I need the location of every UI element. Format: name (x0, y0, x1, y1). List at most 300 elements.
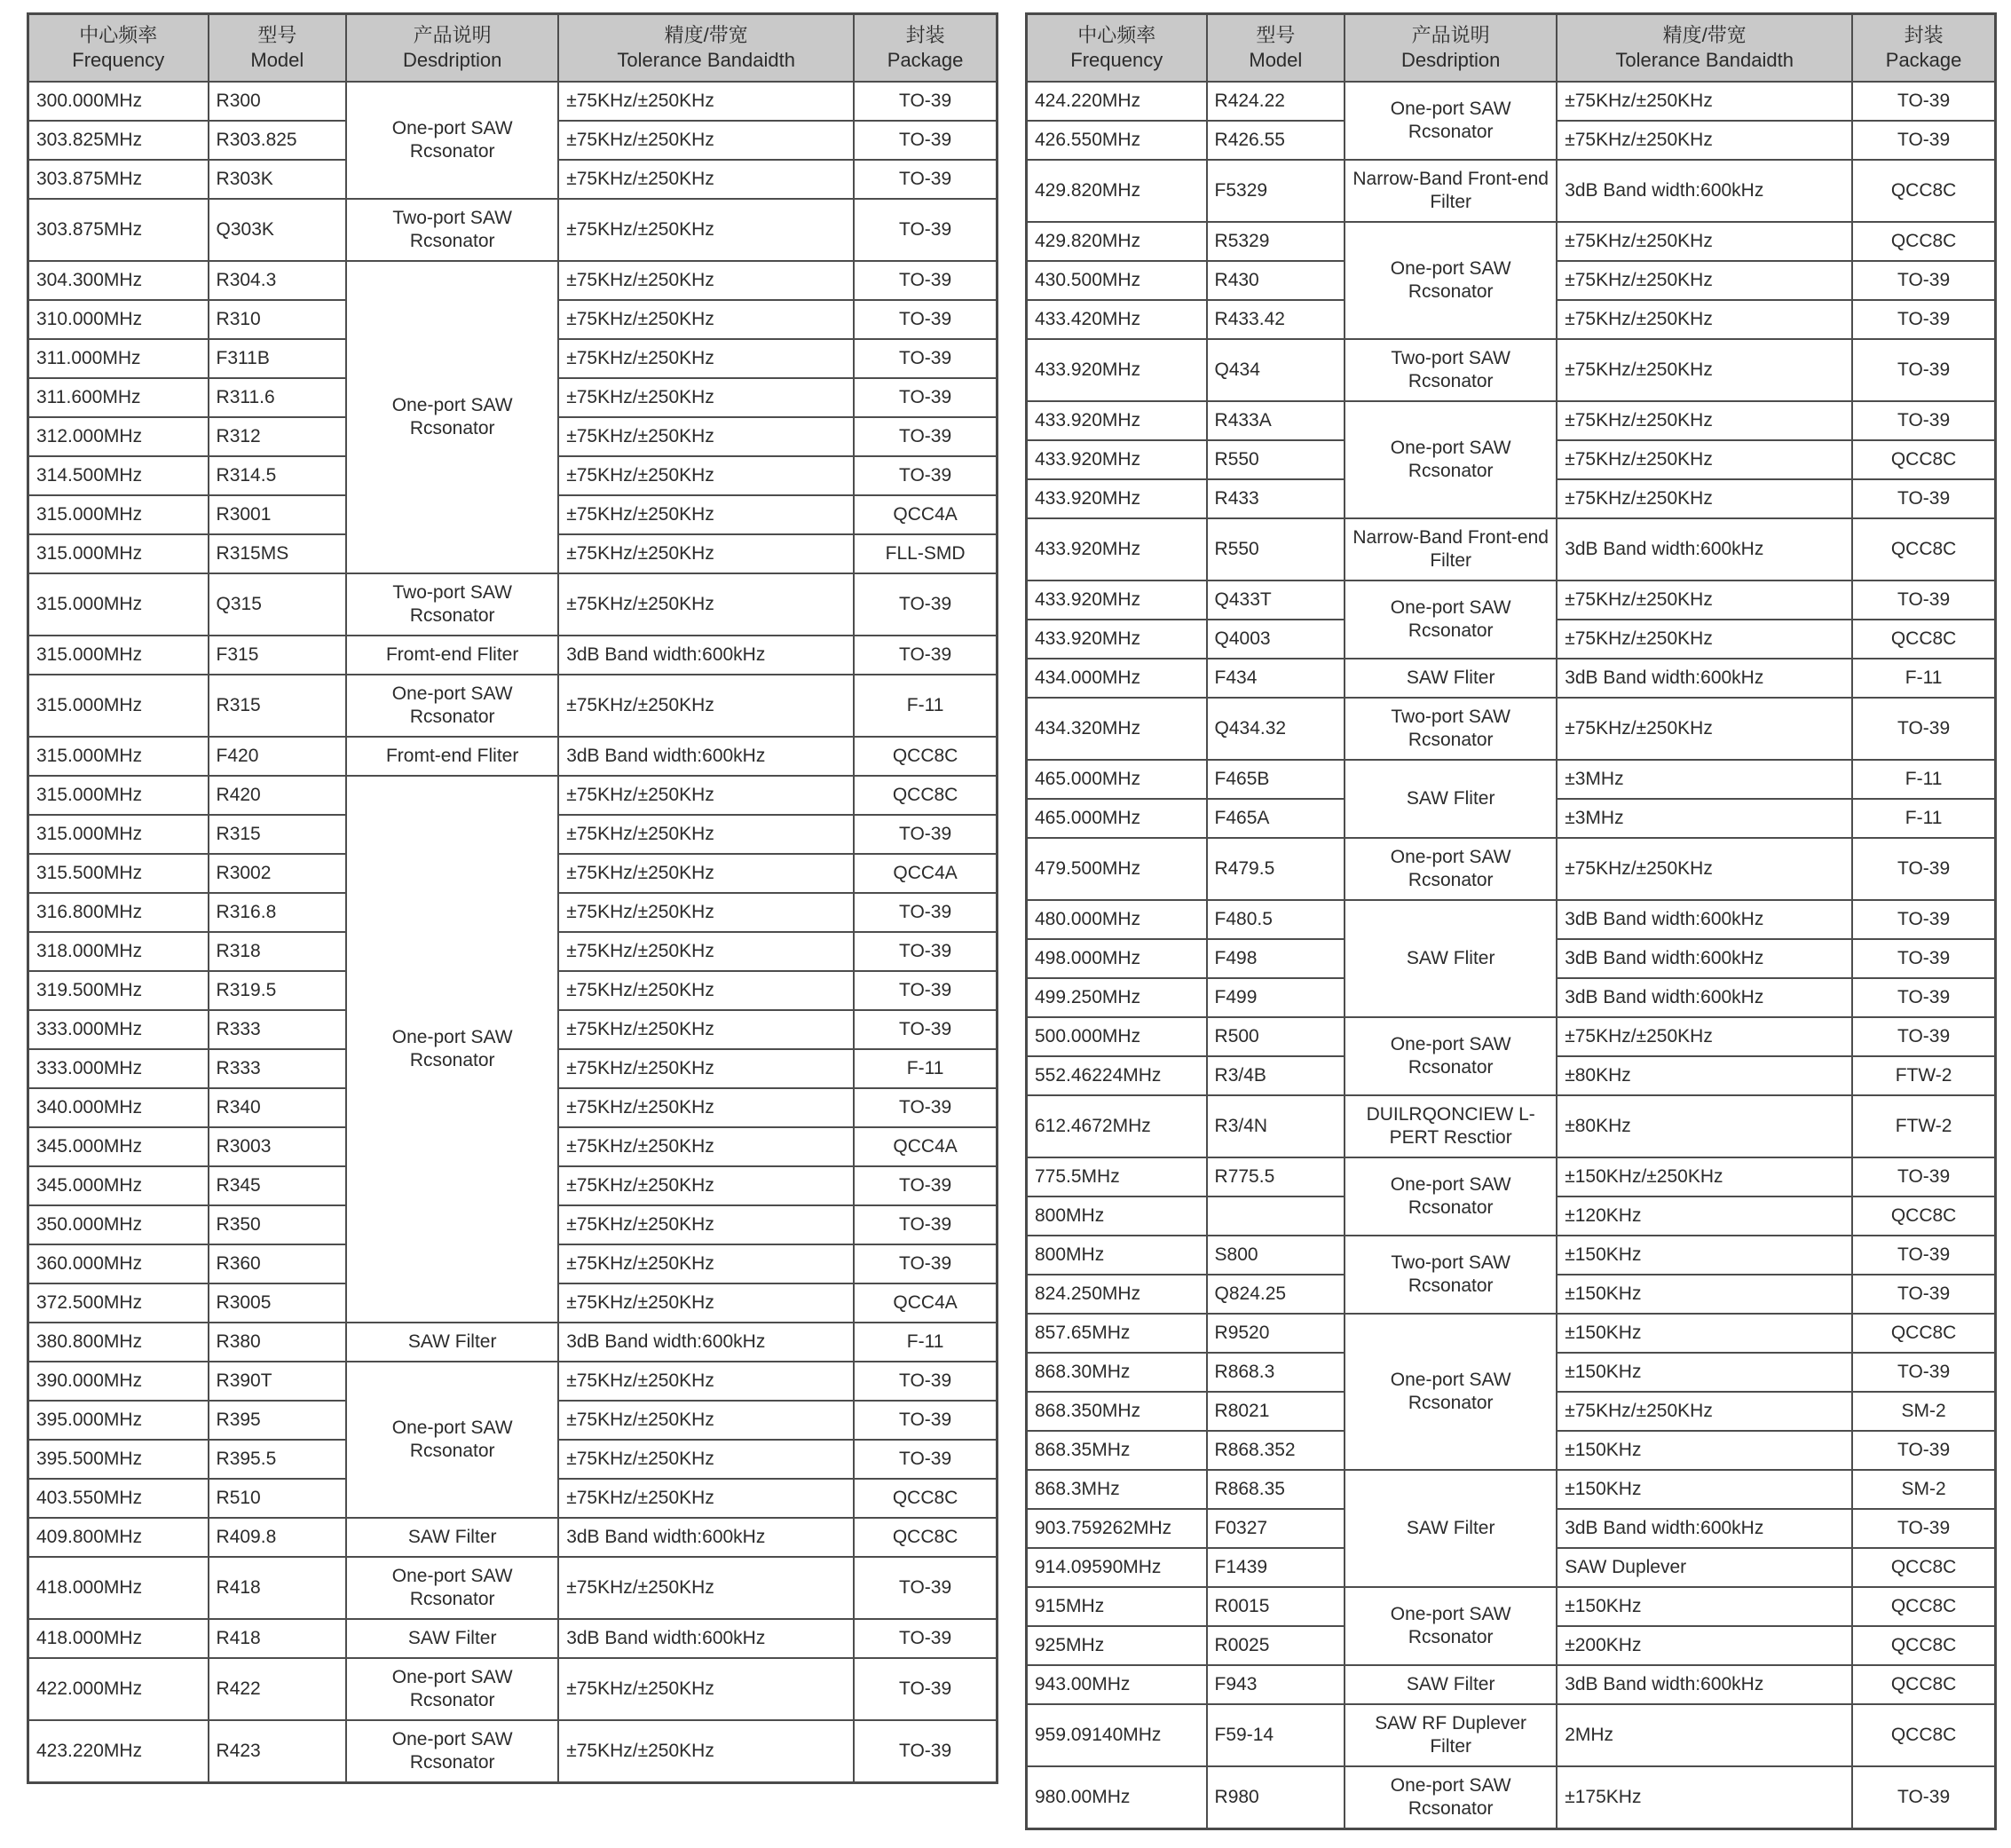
cell-description: Two-port SAW Rcsonator (1345, 1236, 1557, 1314)
cell-frequency: 868.35MHz (1027, 1431, 1207, 1470)
cell-model: R8021 (1207, 1392, 1345, 1431)
cell-description: Two-port SAW Rcsonator (1345, 698, 1557, 760)
table-row (28, 776, 998, 815)
cell-frequency: 350.000MHz (28, 1205, 209, 1244)
cell-package: TO-39 (854, 82, 997, 121)
cell-description: SAW RF Duplever Filter (1345, 1704, 1557, 1766)
table-row (28, 199, 998, 261)
cell-description: One-port SAW Rcsonator (1345, 401, 1557, 518)
cell-package: QCC8C (1852, 1587, 1995, 1626)
cell-model: R418 (209, 1619, 347, 1658)
cell-description: One-port SAW Rcsonator (1345, 1766, 1557, 1829)
cell-model: F5329 (1207, 160, 1345, 222)
column-header-tolerance (558, 14, 854, 83)
cell-description: One-port SAW Rcsonator (346, 1658, 558, 1720)
cell-package: QCC8C (1852, 160, 1995, 222)
cell-model: R311.6 (209, 378, 347, 417)
cell-description: Fromt-end Fliter (346, 636, 558, 675)
table-row (1027, 1587, 1996, 1626)
cell-package: TO-39 (1852, 401, 1995, 440)
cell-frequency: 303.875MHz (28, 199, 209, 261)
cell-frequency: 480.000MHz (1027, 900, 1207, 939)
column-header-frequency-zh: 中心频率 (1077, 24, 1156, 46)
cell-model: R300 (209, 82, 347, 121)
cell-description: SAW Fliter (1345, 900, 1557, 1017)
cell-model: Q434.32 (1207, 698, 1345, 760)
cell-frequency: 479.500MHz (1027, 838, 1207, 900)
cell-frequency: 868.30MHz (1027, 1353, 1207, 1392)
table-row (1027, 82, 1996, 121)
cell-frequency: 433.920MHz (1027, 518, 1207, 580)
cell-frequency: 380.800MHz (28, 1323, 209, 1362)
cell-model: R303K (209, 160, 347, 199)
cell-package: TO-39 (1852, 479, 1995, 518)
cell-package: QCC8C (1852, 1626, 1995, 1665)
cell-frequency: 915MHz (1027, 1587, 1207, 1626)
cell-tolerance: ±75KHz/±250KHz (558, 456, 854, 495)
cell-frequency: 333.000MHz (28, 1049, 209, 1088)
cell-frequency: 315.000MHz (28, 573, 209, 636)
cell-package: FTW-2 (1852, 1095, 1995, 1157)
cell-frequency: 318.000MHz (28, 932, 209, 971)
cell-model: R479.5 (1207, 838, 1345, 900)
cell-model: Q433T (1207, 580, 1345, 620)
cell-tolerance: ±175KHz (1557, 1766, 1852, 1829)
cell-description: SAW Fliter (1345, 659, 1557, 698)
cell-tolerance: ±75KHz/±250KHz (558, 1088, 854, 1127)
cell-frequency: 800MHz (1027, 1236, 1207, 1275)
column-header-description-zh: 产品说明 (1411, 24, 1490, 46)
cell-package: TO-39 (854, 1244, 997, 1283)
cell-frequency: 824.250MHz (1027, 1275, 1207, 1314)
cell-frequency: 552.46224MHz (1027, 1056, 1207, 1095)
column-header-model (1207, 14, 1345, 83)
cell-package: TO-39 (1852, 1766, 1995, 1829)
cell-description: SAW Filter (346, 1619, 558, 1658)
cell-tolerance: ±150KHz (1557, 1353, 1852, 1392)
cell-tolerance: ±150KHz (1557, 1470, 1852, 1509)
cell-frequency: 433.920MHz (1027, 620, 1207, 659)
cell-description: One-port SAW Rcsonator (1345, 1587, 1557, 1665)
table-row (1027, 518, 1996, 580)
cell-tolerance: ±75KHz/±250KHz (1557, 1017, 1852, 1056)
cell-tolerance: ±75KHz/±250KHz (1557, 1392, 1852, 1431)
cell-tolerance: ±75KHz/±250KHz (558, 495, 854, 534)
cell-tolerance: ±3MHz (1557, 799, 1852, 838)
cell-frequency: 311.000MHz (28, 339, 209, 378)
cell-description: Narrow-Band Front-end Filter (1345, 518, 1557, 580)
cell-frequency: 315.000MHz (28, 636, 209, 675)
cell-tolerance: ±75KHz/±250KHz (558, 1362, 854, 1401)
column-header-model-zh: 型号 (257, 24, 297, 46)
cell-tolerance: ±75KHz/±250KHz (558, 261, 854, 300)
cell-frequency: 315.000MHz (28, 737, 209, 776)
cell-tolerance: ±75KHz/±250KHz (558, 1401, 854, 1440)
cell-model: R380 (209, 1323, 347, 1362)
cell-package: FLL-SMD (854, 534, 997, 573)
cell-frequency: 434.320MHz (1027, 698, 1207, 760)
cell-package: TO-39 (854, 1619, 997, 1658)
cell-package: TO-39 (1852, 1017, 1995, 1056)
cell-model: Q4003 (1207, 620, 1345, 659)
table-row (28, 1557, 998, 1619)
column-header-description-en: Desdription (1401, 49, 1501, 71)
cell-frequency: 304.300MHz (28, 261, 209, 300)
cell-package: QCC8C (1852, 1314, 1995, 1353)
cell-frequency: 433.920MHz (1027, 580, 1207, 620)
cell-package: TO-39 (1852, 1275, 1995, 1314)
cell-model: Q315 (209, 573, 347, 636)
cell-tolerance: 3dB Band width:600kHz (1557, 659, 1852, 698)
cell-tolerance: ±75KHz/±250KHz (558, 1127, 854, 1166)
cell-tolerance: ±75KHz/±250KHz (1557, 401, 1852, 440)
cell-tolerance: ±80KHz (1557, 1095, 1852, 1157)
cell-model: R0025 (1207, 1626, 1345, 1665)
cell-package: QCC4A (854, 1283, 997, 1323)
cell-description: One-port SAW Rcsonator (346, 1720, 558, 1783)
cell-package: TO-39 (854, 199, 997, 261)
cell-model: R3/4B (1207, 1056, 1345, 1095)
cell-package: F-11 (1852, 799, 1995, 838)
cell-package: TO-39 (854, 1205, 997, 1244)
cell-description: SAW Fliter (1345, 760, 1557, 838)
cell-tolerance: ±200KHz (1557, 1626, 1852, 1665)
cell-package: TO-39 (854, 1440, 997, 1479)
cell-tolerance: 3dB Band width:600kHz (1557, 939, 1852, 978)
cell-tolerance: ±75KHz/±250KHz (558, 1440, 854, 1479)
cell-package: TO-39 (854, 1720, 997, 1783)
column-header-model-en: Model (250, 49, 304, 71)
cell-package: TO-39 (1852, 82, 1995, 121)
table-row (1027, 900, 1996, 939)
cell-description: One-port SAW Rcsonator (1345, 838, 1557, 900)
cell-frequency: 319.500MHz (28, 971, 209, 1010)
cell-tolerance: 3dB Band width:600kHz (558, 737, 854, 776)
cell-frequency: 465.000MHz (1027, 760, 1207, 799)
cell-model: Q303K (209, 199, 347, 261)
cell-frequency: 403.550MHz (28, 1479, 209, 1518)
cell-package: TO-39 (854, 261, 997, 300)
table-row (28, 636, 998, 675)
cell-tolerance: 3dB Band width:600kHz (1557, 978, 1852, 1017)
table-row (1027, 1665, 1996, 1704)
cell-description: SAW Filter (1345, 1665, 1557, 1704)
cell-package: TO-39 (1852, 1431, 1995, 1470)
cell-package: TO-39 (854, 456, 997, 495)
cell-frequency: 315.000MHz (28, 495, 209, 534)
cell-model: Q824.25 (1207, 1275, 1345, 1314)
cell-tolerance: ±75KHz/±250KHz (558, 534, 854, 573)
cell-model: F311B (209, 339, 347, 378)
cell-package: TO-39 (854, 573, 997, 636)
cell-package: TO-39 (1852, 339, 1995, 401)
table-row (28, 1323, 998, 1362)
cell-frequency: 500.000MHz (1027, 1017, 1207, 1056)
cell-model: R3001 (209, 495, 347, 534)
cell-package: TO-39 (1852, 838, 1995, 900)
cell-package: QCC8C (854, 1479, 997, 1518)
spec-table-left (27, 12, 998, 1784)
cell-tolerance: ±75KHz/±250KHz (1557, 82, 1852, 121)
cell-frequency: 345.000MHz (28, 1166, 209, 1205)
cell-model (1207, 1196, 1345, 1236)
cell-frequency: 340.000MHz (28, 1088, 209, 1127)
table-row (1027, 1704, 1996, 1766)
cell-tolerance: ±75KHz/±250KHz (558, 776, 854, 815)
cell-model: F315 (209, 636, 347, 675)
cell-tolerance: ±75KHz/±250KHz (1557, 479, 1852, 518)
cell-model: R433A (1207, 401, 1345, 440)
cell-package: QCC8C (854, 737, 997, 776)
cell-package: TO-39 (1852, 1353, 1995, 1392)
cell-tolerance: ±75KHz/±250KHz (1557, 261, 1852, 300)
cell-tolerance: ±150KHz (1557, 1431, 1852, 1470)
column-header-tolerance (1557, 14, 1852, 83)
cell-tolerance: ±75KHz/±250KHz (1557, 121, 1852, 160)
table-row (28, 1658, 998, 1720)
cell-tolerance: ±75KHz/±250KHz (558, 1658, 854, 1720)
cell-tolerance: ±75KHz/±250KHz (558, 199, 854, 261)
cell-description: One-port SAW Rcsonator (1345, 580, 1557, 659)
cell-model: R345 (209, 1166, 347, 1205)
column-header-package-en: Package (887, 49, 964, 71)
cell-frequency: 433.920MHz (1027, 479, 1207, 518)
table-row (1027, 401, 1996, 440)
cell-package: QCC8C (1852, 1665, 1995, 1704)
table-row (28, 675, 998, 737)
table-row (1027, 339, 1996, 401)
cell-model: R775.5 (1207, 1157, 1345, 1196)
cell-frequency: 959.09140MHz (1027, 1704, 1207, 1766)
cell-package: TO-39 (854, 932, 997, 971)
cell-frequency: 316.800MHz (28, 893, 209, 932)
cell-package: TO-39 (854, 1088, 997, 1127)
cell-model: R9520 (1207, 1314, 1345, 1353)
column-header-frequency (1027, 14, 1207, 83)
cell-package: F-11 (854, 675, 997, 737)
cell-frequency: 434.000MHz (1027, 659, 1207, 698)
cell-model: R303.825 (209, 121, 347, 160)
cell-description: One-port SAW Rcsonator (346, 1362, 558, 1518)
cell-tolerance: 3dB Band width:600kHz (1557, 160, 1852, 222)
cell-frequency: 310.000MHz (28, 300, 209, 339)
cell-frequency: 315.000MHz (28, 675, 209, 737)
cell-model: R340 (209, 1088, 347, 1127)
cell-package: TO-39 (854, 1557, 997, 1619)
cell-package: TO-39 (1852, 978, 1995, 1017)
cell-package: TO-39 (854, 636, 997, 675)
cell-frequency: 315.000MHz (28, 815, 209, 854)
cell-model: R310 (209, 300, 347, 339)
cell-package: TO-39 (1852, 1157, 1995, 1196)
cell-frequency: 395.500MHz (28, 1440, 209, 1479)
table-row (1027, 1766, 1996, 1829)
cell-frequency: 433.920MHz (1027, 401, 1207, 440)
cell-package: TO-39 (854, 1010, 997, 1049)
cell-package: SM-2 (1852, 1392, 1995, 1431)
table-row (1027, 698, 1996, 760)
cell-model: R3005 (209, 1283, 347, 1323)
cell-tolerance: ±80KHz (1557, 1056, 1852, 1095)
cell-package: TO-39 (1852, 121, 1995, 160)
cell-tolerance: 3dB Band width:600kHz (558, 1619, 854, 1658)
column-header-tolerance-zh: 精度/带宽 (664, 24, 748, 46)
cell-model: F499 (1207, 978, 1345, 1017)
cell-tolerance: ±120KHz (1557, 1196, 1852, 1236)
cell-package: TO-39 (1852, 1509, 1995, 1548)
cell-model: R3002 (209, 854, 347, 893)
column-header-package-zh: 封装 (1904, 24, 1944, 46)
cell-tolerance: 3dB Band width:600kHz (558, 636, 854, 675)
column-header-package-en: Package (1885, 49, 1962, 71)
cell-model: R868.3 (1207, 1353, 1345, 1392)
table-row (28, 1720, 998, 1783)
cell-tolerance: ±150KHz (1557, 1236, 1852, 1275)
cell-tolerance: ±75KHz/±250KHz (558, 417, 854, 456)
cell-package: TO-39 (854, 300, 997, 339)
cell-model: R333 (209, 1010, 347, 1049)
cell-tolerance: ±150KHz (1557, 1587, 1852, 1626)
cell-frequency: 903.759262MHz (1027, 1509, 1207, 1548)
cell-model: R424.22 (1207, 82, 1345, 121)
cell-description: DUILRQONCIEW L-PERT Resctior (1345, 1095, 1557, 1157)
cell-description: One-port SAW Rcsonator (346, 261, 558, 573)
column-header-model (209, 14, 347, 83)
cell-tolerance: SAW Duplever (1557, 1548, 1852, 1587)
cell-description: Fromt-end Fliter (346, 737, 558, 776)
cell-package: TO-39 (1852, 939, 1995, 978)
cell-frequency: 333.000MHz (28, 1010, 209, 1049)
cell-model: R360 (209, 1244, 347, 1283)
column-header-description (346, 14, 558, 83)
cell-tolerance: ±75KHz/±250KHz (558, 1720, 854, 1783)
cell-package: QCC8C (1852, 1196, 1995, 1236)
cell-frequency: 433.920MHz (1027, 440, 1207, 479)
cell-model: F498 (1207, 939, 1345, 978)
cell-tolerance: ±75KHz/±250KHz (558, 1283, 854, 1323)
cell-package: F-11 (854, 1049, 997, 1088)
cell-package: TO-39 (854, 893, 997, 932)
cell-model: R312 (209, 417, 347, 456)
cell-model: R390T (209, 1362, 347, 1401)
cell-frequency: 943.00MHz (1027, 1665, 1207, 1704)
cell-description: Narrow-Band Front-end Filter (1345, 160, 1557, 222)
cell-frequency: 868.3MHz (1027, 1470, 1207, 1509)
cell-model: R423 (209, 1720, 347, 1783)
cell-package: QCC8C (1852, 620, 1995, 659)
cell-package: TO-39 (1852, 1236, 1995, 1275)
cell-tolerance: 3dB Band width:600kHz (558, 1323, 854, 1362)
table-row (28, 1362, 998, 1401)
cell-description: One-port SAW Rcsonator (1345, 1017, 1557, 1095)
cell-model: R868.352 (1207, 1431, 1345, 1470)
cell-model: R3/4N (1207, 1095, 1345, 1157)
column-header-tolerance-zh: 精度/带宽 (1662, 24, 1747, 46)
cell-model: R316.8 (209, 893, 347, 932)
cell-tolerance: ±75KHz/±250KHz (558, 1244, 854, 1283)
cell-model: R550 (1207, 440, 1345, 479)
table-row (28, 737, 998, 776)
cell-frequency: 980.00MHz (1027, 1766, 1207, 1829)
cell-frequency: 775.5MHz (1027, 1157, 1207, 1196)
cell-frequency: 372.500MHz (28, 1283, 209, 1323)
table-row (28, 261, 998, 300)
cell-tolerance: ±75KHz/±250KHz (558, 1049, 854, 1088)
cell-model: R0015 (1207, 1587, 1345, 1626)
cell-model: F1439 (1207, 1548, 1345, 1587)
cell-description: SAW Filter (346, 1518, 558, 1557)
cell-tolerance: ±75KHz/±250KHz (558, 121, 854, 160)
cell-tolerance: ±75KHz/±250KHz (1557, 300, 1852, 339)
cell-frequency: 857.65MHz (1027, 1314, 1207, 1353)
cell-package: TO-39 (854, 815, 997, 854)
cell-tolerance: ±75KHz/±250KHz (1557, 620, 1852, 659)
cell-frequency: 390.000MHz (28, 1362, 209, 1401)
cell-frequency: 395.000MHz (28, 1401, 209, 1440)
cell-frequency: 429.820MHz (1027, 160, 1207, 222)
cell-tolerance: 3dB Band width:600kHz (1557, 1665, 1852, 1704)
cell-package: TO-39 (854, 378, 997, 417)
column-header-description-en: Desdription (403, 49, 502, 71)
table-row (1027, 659, 1996, 698)
cell-description: One-port SAW Rcsonator (346, 776, 558, 1323)
cell-package: TO-39 (1852, 900, 1995, 939)
cell-model: R314.5 (209, 456, 347, 495)
column-header-package-zh: 封装 (905, 24, 945, 46)
table-row (1027, 760, 1996, 799)
cell-frequency: 311.600MHz (28, 378, 209, 417)
cell-package: TO-39 (854, 160, 997, 199)
column-header-package (854, 14, 997, 83)
cell-model: R868.35 (1207, 1470, 1345, 1509)
cell-package: QCC4A (854, 495, 997, 534)
cell-model: R430 (1207, 261, 1345, 300)
cell-frequency: 303.825MHz (28, 121, 209, 160)
cell-tolerance: ±75KHz/±250KHz (1557, 838, 1852, 900)
cell-package: TO-39 (854, 1166, 997, 1205)
cell-description: Two-port SAW Rcsonator (1345, 339, 1557, 401)
cell-tolerance: 2MHz (1557, 1704, 1852, 1766)
cell-frequency: 800MHz (1027, 1196, 1207, 1236)
cell-package: QCC8C (1852, 440, 1995, 479)
cell-model: S800 (1207, 1236, 1345, 1275)
cell-tolerance: ±75KHz/±250KHz (558, 1479, 854, 1518)
cell-frequency: 315.000MHz (28, 776, 209, 815)
cell-description: SAW Filter (1345, 1470, 1557, 1587)
cell-description: One-port SAW Rcsonator (1345, 1157, 1557, 1236)
column-header-package (1852, 14, 1995, 83)
column-header-frequency (28, 14, 209, 83)
cell-frequency: 430.500MHz (1027, 261, 1207, 300)
cell-tolerance: ±75KHz/±250KHz (558, 971, 854, 1010)
cell-package: TO-39 (854, 1658, 997, 1720)
cell-frequency: 498.000MHz (1027, 939, 1207, 978)
column-header-frequency-en: Frequency (72, 49, 165, 71)
cell-tolerance: ±75KHz/±250KHz (558, 893, 854, 932)
cell-frequency: 499.250MHz (1027, 978, 1207, 1017)
cell-model: R980 (1207, 1766, 1345, 1829)
cell-frequency: 418.000MHz (28, 1619, 209, 1658)
cell-package: TO-39 (1852, 261, 1995, 300)
cell-package: F-11 (854, 1323, 997, 1362)
cell-tolerance: ±75KHz/±250KHz (558, 160, 854, 199)
cell-package: TO-39 (854, 339, 997, 378)
cell-tolerance: 3dB Band width:600kHz (558, 1518, 854, 1557)
cell-frequency: 315.500MHz (28, 854, 209, 893)
cell-tolerance: ±75KHz/±250KHz (558, 815, 854, 854)
cell-model: R315 (209, 815, 347, 854)
cell-model: R395.5 (209, 1440, 347, 1479)
